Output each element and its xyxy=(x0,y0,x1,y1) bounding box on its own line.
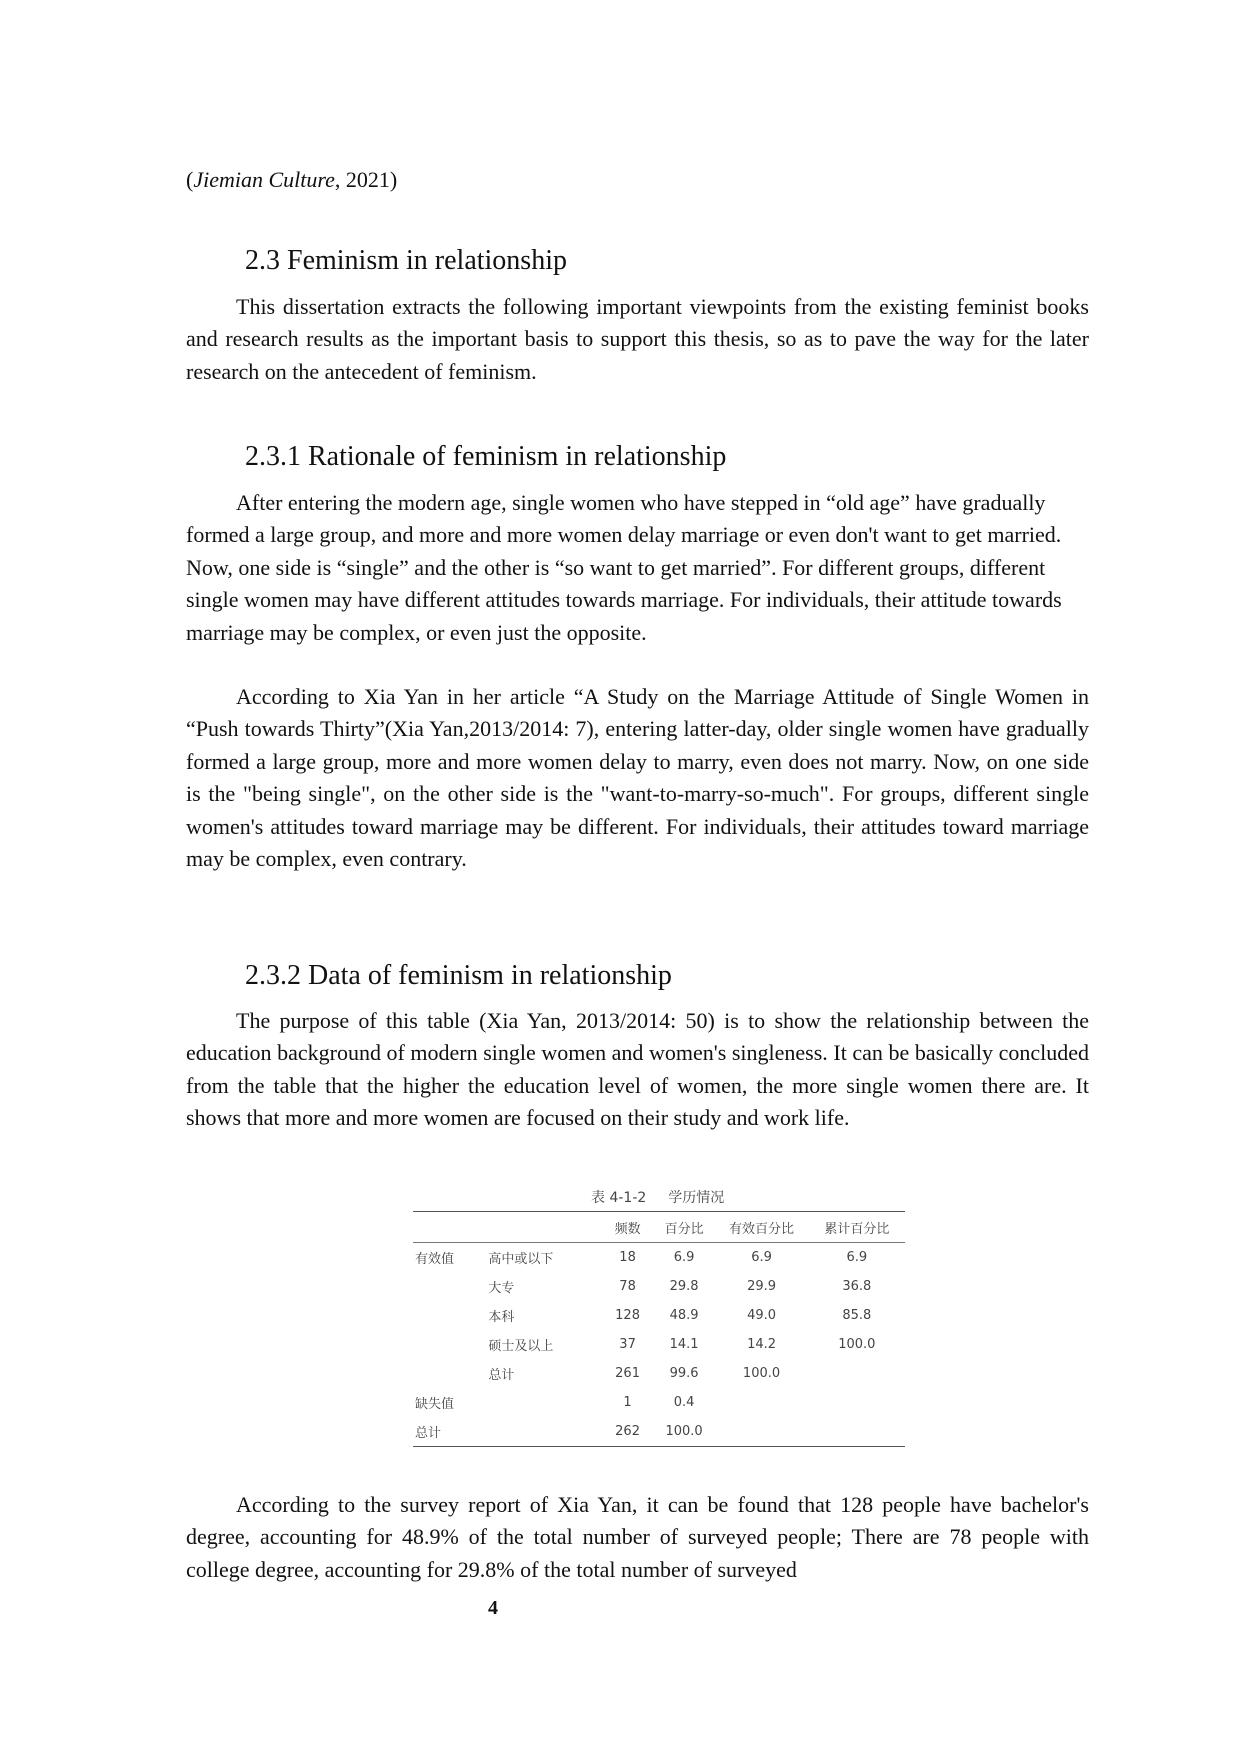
table-cell xyxy=(413,1301,488,1330)
table-cell xyxy=(809,1388,905,1417)
table-cell: 128 xyxy=(615,1308,640,1323)
table-row xyxy=(413,1388,905,1417)
table-cell: 1 xyxy=(623,1395,632,1410)
table-number: 表 4-1-2 xyxy=(591,1190,647,1206)
table-header-frequency: 频数 xyxy=(601,1212,653,1243)
table-cell: 85.8 xyxy=(842,1308,872,1323)
table-cell: 29.9 xyxy=(747,1279,777,1294)
table-cell xyxy=(413,1330,488,1359)
table-cell: 78 xyxy=(619,1279,636,1294)
section-heading-2-3-1: 2.3.1 Rationale of feminism in relationship xyxy=(245,441,727,472)
table-cell: 硕士及以上 xyxy=(488,1339,554,1354)
section-heading-2-3-2: 2.3.2 Data of feminism in relationship xyxy=(245,960,672,991)
section-2-3-1-paragraph-1: After entering the modern age, single women who have stepped in “old age” have gradually formed a large group, and more and more women delay marriage or even don't want to get married. Now, one side is “single” and the other is “so want to get married”. For different groups, different single women may have different attitudes towards marriage. For individuals, their attitude towards marriage may be complex, or even just the opposite. xyxy=(186,490,1062,645)
table-cell: 本科 xyxy=(488,1310,515,1325)
table-title: 学历情况 xyxy=(668,1190,725,1206)
table-cell: 48.9 xyxy=(669,1308,699,1323)
table-cell: 100.0 xyxy=(654,1417,715,1447)
table-cell: 99.6 xyxy=(669,1366,699,1381)
table-cell: 总计 xyxy=(488,1368,515,1383)
page-number: 4 xyxy=(488,1597,498,1619)
education-table xyxy=(413,1185,905,1447)
table-row xyxy=(413,1417,905,1447)
table-cell: 0.4 xyxy=(673,1395,695,1410)
table-cell: 261 xyxy=(615,1366,640,1381)
table-header-cell xyxy=(413,1212,488,1243)
table-cell: 49.0 xyxy=(747,1308,777,1323)
table-cell: 29.8 xyxy=(669,1279,699,1294)
table-row xyxy=(413,1301,905,1330)
table-cell: 大专 xyxy=(488,1281,515,1296)
section-2-3-2-paragraph: The purpose of this table (Xia Yan, 2013/2014: 50) is to show the relationship between the education background of modern single women and women's singleness. It can be basically concluded from the table that the higher the education level of women, the more single women there are. It shows that more and more women are focused on their study and work life. xyxy=(186,1008,1089,1131)
table-header-valid-percent: 有效百分比 xyxy=(714,1212,808,1243)
table-header-percent: 百分比 xyxy=(654,1212,715,1243)
table-row xyxy=(413,1243,905,1273)
table-cell xyxy=(413,1272,488,1301)
citation-open-paren: ( xyxy=(186,167,194,192)
table-cell: 37 xyxy=(619,1337,636,1352)
section-2-3-1-paragraph-2: According to Xia Yan in her article “A Study on the Marriage Attitude of Single Women in “Push towards Thirty”(Xia Yan,2013/2014: 7), entering latter-day, older single women have gradually formed a large group, more and more women delay to marry, even does not marry. Now, on one side is the "being single", on the other side is the "want-to-marry-so-much". For groups, different single women's attitudes toward marriage may be different. For individuals, their attitudes toward marriage may be complex, even contrary. xyxy=(186,684,1089,872)
table-cell: 总计 xyxy=(413,1417,488,1447)
table-cell: 100.0 xyxy=(838,1337,876,1352)
table-cell: 14.2 xyxy=(747,1337,777,1352)
table-cell xyxy=(809,1417,905,1447)
section-2-3-paragraph: This dissertation extracts the following important viewpoints from the existing feminist books and research results as the important basis to support this thesis, so as to pave the way for the later research on the antecedent of feminism. xyxy=(186,294,1089,384)
table-header-cell xyxy=(488,1212,601,1243)
table-header-row xyxy=(413,1212,905,1243)
table-row xyxy=(413,1272,905,1301)
table-cell xyxy=(488,1388,601,1417)
table-cell: 6.9 xyxy=(846,1250,868,1265)
table-cell: 有效值 xyxy=(415,1252,455,1267)
table-row xyxy=(413,1330,905,1359)
citation-source: Jiemian Culture xyxy=(193,167,335,192)
table-caption xyxy=(413,1185,905,1211)
table-cell: 6.9 xyxy=(751,1250,772,1265)
table-cell: 262 xyxy=(601,1417,653,1447)
table-cell xyxy=(413,1359,488,1388)
section-heading-2-3: 2.3 Feminism in relationship xyxy=(245,245,567,276)
table-cell xyxy=(714,1388,808,1417)
citation xyxy=(186,165,397,195)
education-data-table xyxy=(413,1211,905,1447)
table-row xyxy=(413,1359,905,1388)
table-cell xyxy=(488,1417,601,1447)
table-cell: 36.8 xyxy=(842,1279,872,1294)
table-cell: 缺失值 xyxy=(415,1397,455,1412)
table-header-cumulative-percent: 累计百分比 xyxy=(809,1212,905,1243)
closing-paragraph: According to the survey report of Xia Yan, it can be found that 128 people have bachelor's degree, accounting for 48.9% of the total number of surveyed people; There are 78 people with college degree, accounting for 29.8% of the total number of surveyed xyxy=(186,1492,1089,1582)
citation-year: , 2021) xyxy=(334,167,398,192)
table-cell: 高中或以下 xyxy=(488,1252,554,1267)
table-cell xyxy=(714,1417,808,1447)
table-cell: 14.1 xyxy=(669,1337,699,1352)
table-cell: 18 xyxy=(619,1250,636,1265)
table-cell: 100.0 xyxy=(742,1366,781,1381)
table-cell: 6.9 xyxy=(673,1250,695,1265)
table-cell xyxy=(809,1359,905,1388)
